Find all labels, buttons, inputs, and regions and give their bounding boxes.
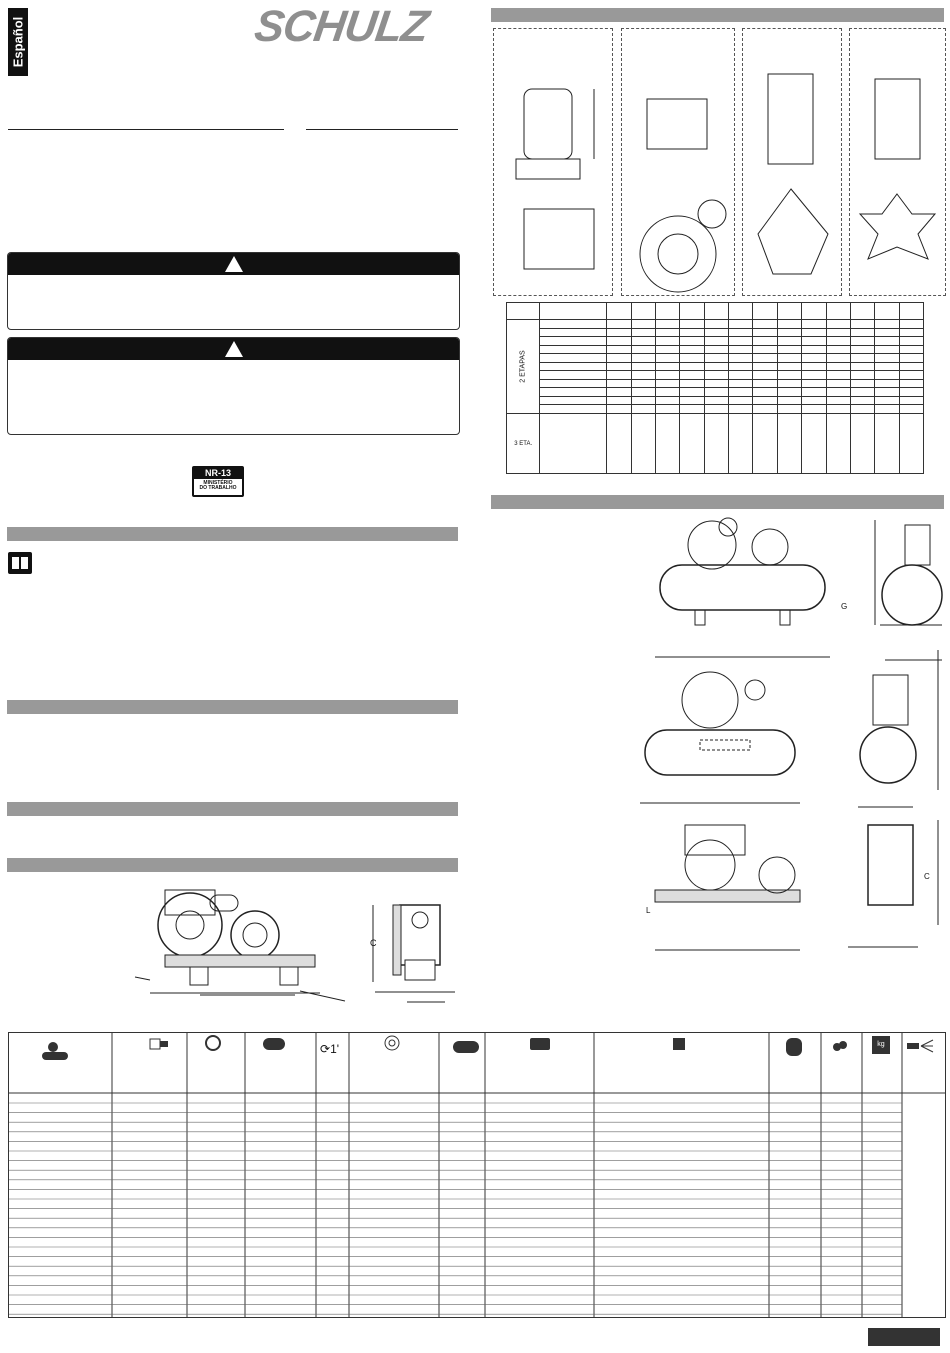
oil-drop-icon xyxy=(832,1036,848,1052)
language-tab-label: Español xyxy=(10,16,26,68)
warning-box-2 xyxy=(7,337,460,435)
nr13-title: NR-13 xyxy=(194,468,242,479)
group-3-label: 3 ETA. xyxy=(507,414,540,474)
nr13-badge xyxy=(192,466,244,497)
compressor-tank-front-drawing-1 xyxy=(870,515,945,663)
dim-label-l: L xyxy=(646,906,651,915)
warning-triangle-icon xyxy=(225,256,243,272)
weight-kg-icon: kg xyxy=(872,1036,890,1054)
main-spec-table xyxy=(8,1032,946,1318)
section-bar-2 xyxy=(7,700,458,714)
nr13-subtitle-2: DO TRABALHO xyxy=(199,485,237,491)
nr13-subtitle-1: MINISTÉRIO xyxy=(203,480,233,486)
compressor-tank-side-drawing-2 xyxy=(640,645,805,805)
group-2-label: 2 ETAPAS xyxy=(519,350,527,383)
compressor-base-side-drawing-2 xyxy=(635,810,805,955)
section-bar-dimensions xyxy=(491,8,944,22)
page-number-tab xyxy=(868,1328,940,1346)
compressor-tank-front-drawing-2 xyxy=(853,645,943,810)
title-underline-left xyxy=(8,129,284,130)
rotation-label: 1' xyxy=(330,1042,340,1056)
motor-icon xyxy=(527,1036,553,1052)
brand-logo: SCHULZ xyxy=(251,2,431,51)
section-bar-4 xyxy=(7,858,458,872)
compressor-base-front-drawing xyxy=(365,900,465,1020)
dim-label-c-right: C xyxy=(924,872,930,881)
pulley-icon xyxy=(383,1034,401,1052)
book-icon xyxy=(8,552,32,574)
warning-header xyxy=(8,338,459,360)
head-spec-table xyxy=(506,302,924,474)
dim-label-c: C xyxy=(370,938,377,948)
head-diagram-1 xyxy=(493,28,613,296)
head-diagram-3 xyxy=(742,28,842,296)
section-bar-compressor-dimensions xyxy=(491,495,944,509)
compressor-tank-side-drawing-1 xyxy=(650,515,835,660)
belt-icon xyxy=(452,1040,480,1054)
section-bar-1 xyxy=(7,527,458,541)
drum-icon xyxy=(784,1036,804,1058)
compressor-base-side-drawing xyxy=(130,885,350,1015)
pressure-gauge-icon xyxy=(204,1034,222,1052)
compressor-base-front-drawing-2 xyxy=(843,815,943,955)
head-diagram-4 xyxy=(849,28,946,296)
title-underline-right xyxy=(306,129,458,130)
dim-label-g: G xyxy=(841,602,848,611)
spray-icon xyxy=(907,1038,935,1054)
warning-header xyxy=(8,253,459,275)
box-icon xyxy=(671,1036,687,1052)
rotation-icon: ⟳1' xyxy=(320,1042,340,1056)
air-flow-icon xyxy=(150,1036,170,1052)
warning-box-1 xyxy=(7,252,460,330)
section-bar-3 xyxy=(7,802,458,816)
head-diagram-2 xyxy=(621,28,735,296)
tank-icon xyxy=(263,1038,285,1050)
warning-triangle-icon xyxy=(225,341,243,357)
language-tab xyxy=(8,8,28,76)
main-spec-table-grid xyxy=(9,1033,945,1317)
compressor-icon xyxy=(40,1040,70,1064)
